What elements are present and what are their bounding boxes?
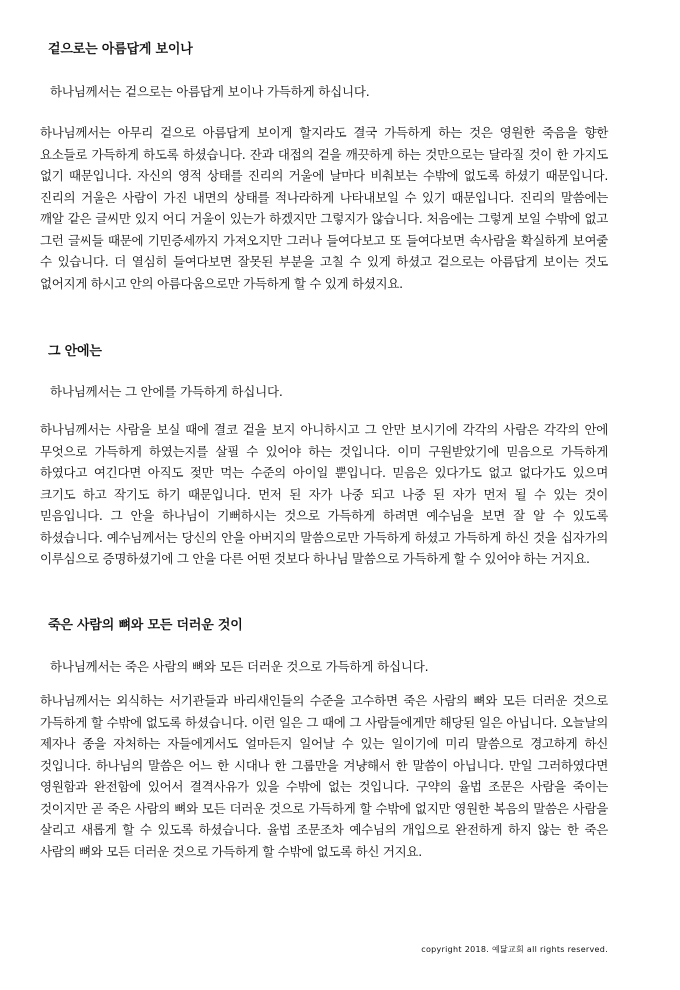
section-heading: 죽은 사람의 뼈와 모든 더러운 것이	[48, 618, 243, 633]
section-heading: 그 안에는	[48, 344, 102, 359]
section-summary: 하나님께서는 죽은 사람의 뼈와 모든 더러운 것으로 가득하게 하십니다.	[50, 659, 429, 674]
section-body: 하나님께서는 외식하는 서기관들과 바리새인들의 수준을 고수하면 죽은 사람의 뼈와 모든 더러운 것으로 가득하게 할 수밖에 없도록 하셨습니다. 이런 일은 그 때에 그 사람들에게만 해당된 일은 아닙니다. 오늘날의 제자나 종을 자처하는 자들에게서도 얼마든지 일어날 수 있는 일이기에 미리 말씀으로 경고하게 하신 것입니다. 하나님의 말씀은 어느 한 시대나 한 그룹만을 겨냥해서 한 말씀이 아닙니다. 만일 그러하였다면 영원함과 완전함에 있어서 결격사유가 있을 수밖에 없는 것입니다. 구약의 율법 조문은 사람을 죽이는 것이지만 곧 죽은 사람의 뼈와 모든 더러운 것으로 가득하게 할 수밖에 없지만 영원한 복음의 말씀은 사람을 살리고 새롭게 할 수 있도록 하셨습니다. 율법 조문조차 예수님의 개입으로 완전하게 하지 않는 한 죽은 사람의 뼈와 모든 더러운 것으로 가득하게 할 수밖에 없도록 하신 거지요.	[40, 693, 608, 859]
section-summary: 하나님께서는 겉으로는 아름답게 보이나 가득하게 하십니다.	[50, 84, 370, 99]
section-body: 하나님께서는 사람을 보실 때에 결코 겉을 보지 아니하시고 그 안만 보시기에 각각의 사람은 각각의 안에 무엇으로 가득하게 하였는지를 살필 수 있어야 하는 것입니다. 이미 구원받았기에 믿음으로 가득하게 하였다고 여긴다면 아직도 젖만 먹는 수준의 아이일 뿐입니다. 믿음은 있다가도 없고 없다가도 있으며 크기도 하고 작기도 하기 때문입니다. 먼저 된 자가 나중 되고 나중 된 자가 먼저 될 수 있는 것이 믿음입니다. 그 안을 하나님이 기뻐하시는 것으로 가득하게 하려면 예수님을 보면 잘 알 수 있도록 하셨습니다. 예수님께서는 당신의 안을 아버지의 말씀으로만 가득하게 하셨고 가득하게 하신 것을 십자가의 이루심으로 증명하셨기에 그 안을 다른 어떤 것보다 하나님 말씀으로 가득하게 할 수 있어야 하는 거지요.	[40, 422, 608, 566]
section-summary: 하나님께서는 그 안에를 가득하게 하십니다.	[50, 384, 283, 399]
section-heading: 겉으로는 아름답게 보이나	[48, 42, 193, 57]
copyright-footer: copyright 2018. 예닮교회 all rights reserved.	[421, 945, 608, 954]
section-body: 하나님께서는 아무리 겉으로 아름답게 보이게 할지라도 결국 가득하게 하는 것은 영원한 죽음을 향한 요소들로 가득하게 하도록 하셨습니다. 잔과 대접의 겉을 깨끗하게 하는 것만으로는 달라질 것이 한 가지도 없기 때문입니다. 자신의 영적 상태를 진리의 거울에 날마다 비춰보는 수밖에 없도록 하셨기 때문입니다. 진리의 거울은 사람이 가진 내면의 상태를 적나라하게 나타내보일 수 있기 때문입니다. 진리의 말씀에는 깨알 같은 글씨만 있지 어디 거울이 있는가 하겠지만 그렇지가 않습니다. 처음에는 그렇게 보일 수밖에 없고 그런 글씨들 때문에 기민증세까지 가져오지만 그러나 들여다보고 또 들여다보면 속사람을 확실하게 보여줄 수 있습니다. 더 열심히 들여다보면 잘못된 부분을 고칠 수 있게 하셨고 겉으로는 아름답게 보이는 것도 없어지게 하시고 안의 아름다움으로만 가득하게 할 수 있게 하셨지요.	[40, 125, 608, 291]
